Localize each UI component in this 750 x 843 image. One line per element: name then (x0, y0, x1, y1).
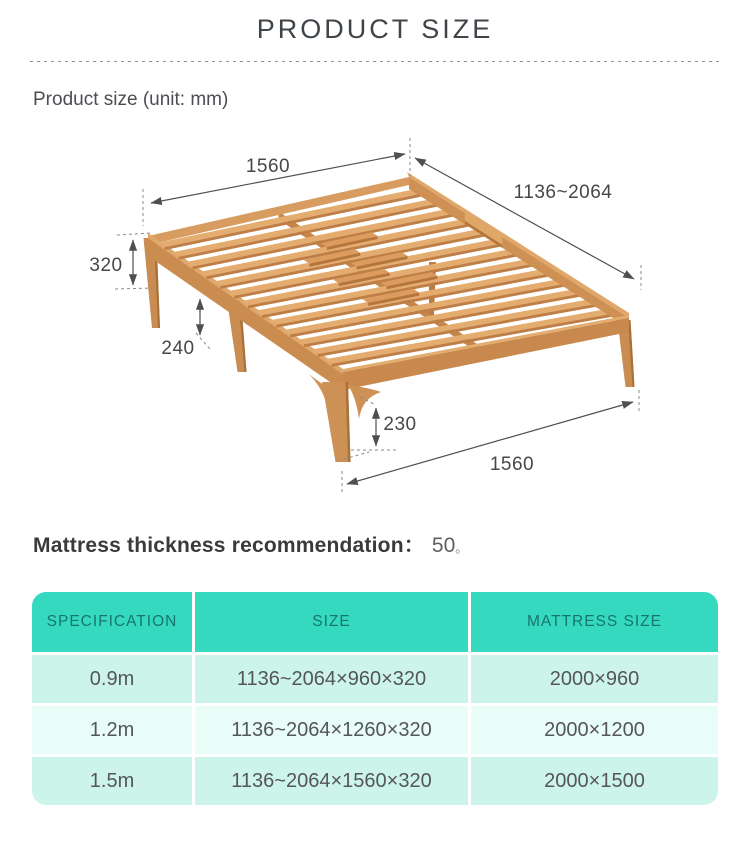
cell-size-row1: 1136~2064×960×320 (195, 655, 468, 703)
dim-frame-height-label: 320 (89, 255, 123, 276)
page-title: PRODUCT SIZE (256, 14, 494, 44)
dim-bottom-width-label: 1560 (489, 454, 535, 475)
col-header-specification: SPECIFICATION (32, 592, 192, 652)
dim-clearance-label: 240 (161, 338, 195, 359)
bed-diagram (0, 128, 750, 512)
tick (196, 333, 210, 349)
spec-table (32, 592, 718, 805)
cell-spec-row1: 0.9m (32, 655, 192, 703)
cell-spec-row2: 1.2m (32, 706, 192, 754)
unit-note: Product size (unit: mm) (33, 89, 229, 110)
col-header-size: SIZE (195, 592, 468, 652)
cell-size-row2: 1136~2064×1260×320 (195, 706, 468, 754)
mattress-note-label: Mattress thickness recommendation： (33, 534, 425, 557)
dim-top-width-label: 1560 (245, 156, 291, 177)
mattress-note-value: 50 (431, 534, 456, 557)
dim-leg-height-label: 230 (383, 414, 417, 435)
mattress-note-period: 。 (455, 540, 469, 555)
mattress-note (33, 529, 468, 559)
dashed-divider (30, 61, 720, 63)
cell-mattress-row2: 2000×1200 (471, 706, 718, 754)
cell-size-row3: 1136~2064×1560×320 (195, 757, 468, 805)
cell-mattress-row3: 2000×1500 (471, 757, 718, 805)
tick (115, 288, 153, 289)
col-header-mattress-size: MATTRESS SIZE (471, 592, 718, 652)
cell-spec-row3: 1.5m (32, 757, 192, 805)
tick (117, 233, 151, 235)
cell-mattress-row1: 2000×960 (471, 655, 718, 703)
dim-length-label: 1136~2064 (513, 182, 613, 203)
